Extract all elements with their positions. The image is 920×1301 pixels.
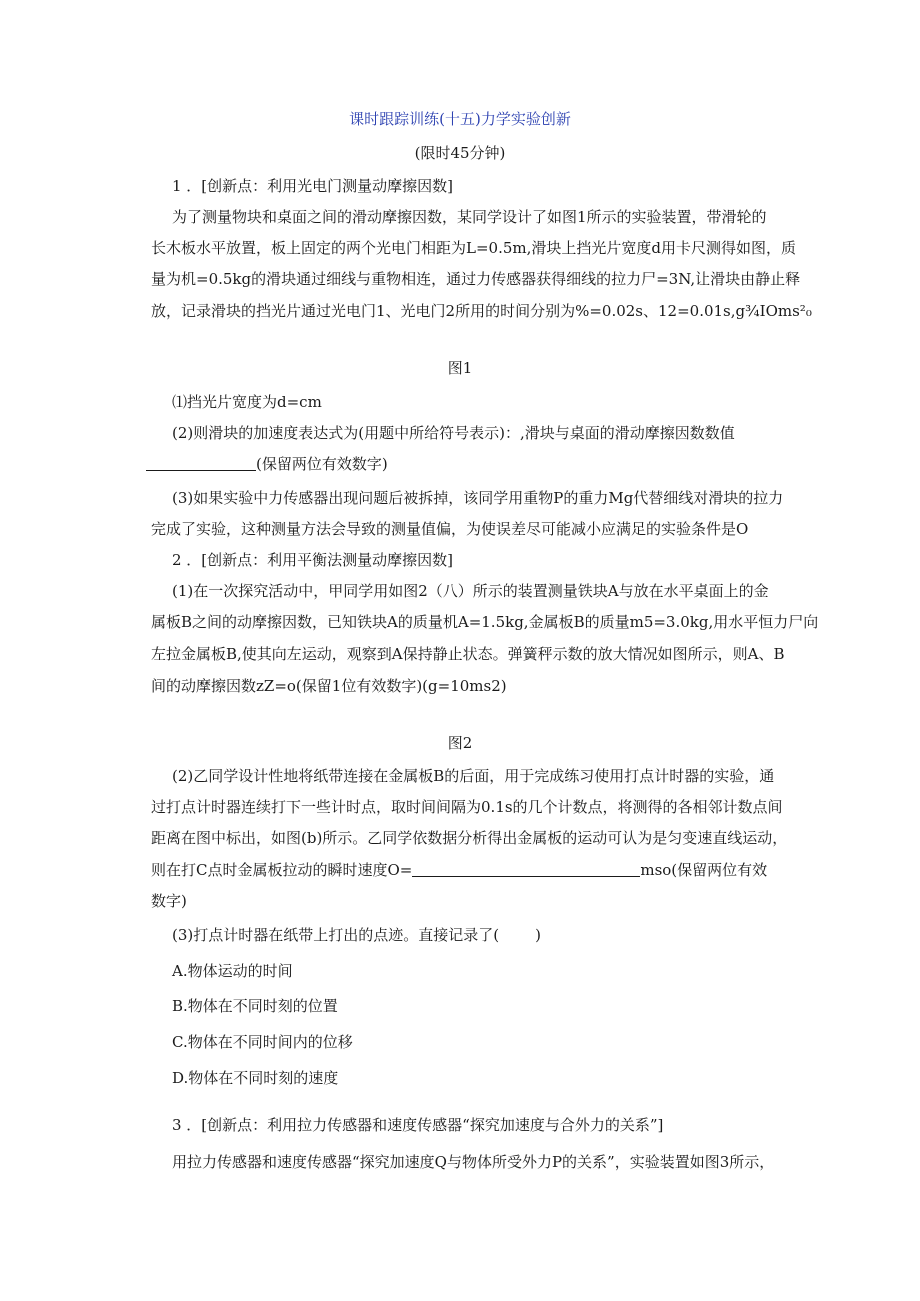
- option-d: D.物体在不同时刻的速度: [172, 1069, 339, 1087]
- q1-paragraph-line: 为了测量物块和桌面之间的滑动摩擦因数，某同学设计了如图1所示的实验装置，带滑轮的: [172, 208, 767, 226]
- q1-paragraph-line: 放，记录滑块的挡光片通过光电门1、光电门2所用的时间分别为%=0.02s、12=0.01s,g¾IOms²₀: [151, 302, 812, 320]
- q2-paragraph-line: 间的动摩擦因数zZ=o(保留1位有效数字)(g=10ms2): [151, 677, 507, 695]
- q2-sub-2: (2)乙同学设计性地将纸带连接在金属板B的后面，用于完成练习使用打点计时器的实验，通: [172, 767, 775, 785]
- q2-sub-2-line: 距离在图中标出，如图(b)所示。乙同学依数据分析得出金属板的运动可认为是匀变速直线运动，: [151, 829, 788, 847]
- q1-sub-2: (2)则滑块的加速度表达式为(用题中所给符号表示)：,滑块与桌面的滑动摩擦因数数值: [172, 424, 735, 442]
- q3-heading: 3 ．[创新点：利用拉力传感器和速度传感器“探究加速度与合外力的关系”]: [172, 1116, 664, 1134]
- q3-paragraph-line: 用拉力传感器和速度传感器“探究加速度Q与物体所受外力P的关系”，实验装置如图3所示，: [172, 1153, 775, 1171]
- q1-sub-3: (3)如果实验中力传感器出现问题后被拆掉，该同学用重物P的重力Mg代替细线对滑块的拉力: [172, 489, 784, 507]
- q2-paragraph-line: (1)在一次探究活动中，甲同学用如图2（八）所示的装置测量铁块A与放在水平桌面上的金: [172, 582, 769, 600]
- q1-sub-3-line: 完成了实验，这种测量方法会导致的测量值偏，为使误差尽可能减小应满足的实验条件是O: [151, 520, 749, 538]
- q2-sub-2-answer: 则在打C点时金属板拉动的瞬时速度O= mso(保留两位有效: [151, 861, 768, 879]
- answer-blank[interactable]: [146, 456, 256, 471]
- answer-blank[interactable]: [412, 862, 640, 877]
- q2-sub-3: (3)打点计时器在纸带上打出的点迹。直接记录了( ): [172, 926, 541, 944]
- option-c: C.物体在不同时间内的位移: [172, 1033, 353, 1051]
- q2-heading: 2 ．[创新点：利用平衡法测量动摩擦因数]: [172, 551, 454, 569]
- q1-heading: 1 ．[创新点：利用光电门测量动摩擦因数]: [172, 177, 454, 195]
- option-b: B.物体在不同时刻的位置: [172, 997, 338, 1015]
- q1-sub-1: ⑴挡光片宽度为d=cm: [172, 393, 322, 411]
- figure-1-caption: 图1: [447, 359, 473, 377]
- q1-paragraph-line: 量为机=0.5kg的滑块通过细线与重物相连，通过力传感器获得细线的拉力尸=3N,让滑块由静止释: [151, 270, 801, 288]
- q2-sub-2-line: 过打点计时器连续打下一些计时点，取时间间隔为0.1s的几个计数点，将测得的各相邻计数点间: [151, 798, 783, 816]
- q2-paragraph-line: 左拉金属板B,使其向左运动，观察到A保持静止状态。弹簧秤示数的放大情况如图所示，则A、B: [151, 645, 785, 663]
- q1-paragraph-line: 长木板水平放置，板上固定的两个光电门相距为L=0.5m,滑块上挡光片宽度d用卡尺测得如图，质: [151, 239, 796, 257]
- page-title: 课时跟踪训练(十五)力学实验创新: [349, 110, 571, 128]
- q2-sub-2-line: 数字): [151, 892, 187, 910]
- figure-2-caption: 图2: [447, 734, 473, 752]
- time-limit: (限时45分钟): [414, 144, 506, 162]
- option-a: A.物体运动的时间: [172, 962, 293, 980]
- q2-paragraph-line: 属板B之间的动摩擦因数，已知铁块A的质量机A=1.5kg,金属板B的质量m5=3.0kg,用水平恒力尸向: [151, 613, 819, 631]
- q1-sub-2-answer: (保留两位有效数字): [146, 454, 388, 474]
